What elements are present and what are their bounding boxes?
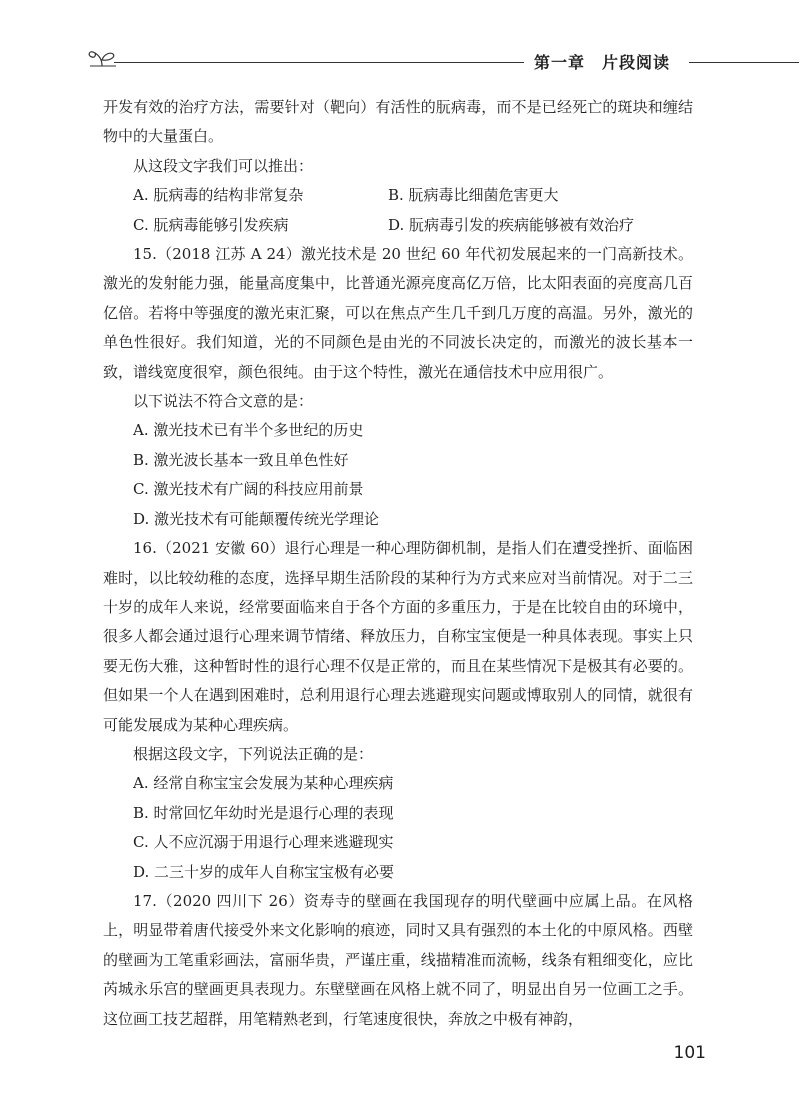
sprout-icon xyxy=(86,46,120,68)
q15-option-a: A. 激光技术已有半个多世纪的历史 xyxy=(133,421,364,440)
q14-options-row-2 xyxy=(103,211,693,240)
q16-passage: 16.（2021 安徽 60）退行心理是一种心理防御机制，是指人们在遭受挫折、面临困难时，以比较幼稚的态度，选择早期生活阶段的某种行为方式来应对当前情况。对于二三十岁的成年人来说，经常要面临来自于各个方面的多重压力，于是在比较自由的环境中，很多人都会通过退行心理来调节情绪、释放压力，自称宝宝便是一种具体表现。事实上只要无伤大雅，这种暂时性的退行心理不仅是正常的，而且在某些情况下是极其有必要的。但如果一个人在遇到困难时，总利用退行心理去逃避现实问题或博取别人的同情，就很有可能发展成为某种心理疾病。 xyxy=(103,539,693,734)
header-rule-left xyxy=(114,62,524,63)
q16-stem: 根据这段文字，下列说法正确的是： xyxy=(133,744,374,763)
q14-option-b: B. 朊病毒比细菌危害更大 xyxy=(388,186,559,205)
q16-option-b: B. 时常回忆年幼时光是退行心理的表现 xyxy=(133,803,394,822)
q14-options-row-1 xyxy=(103,181,693,210)
chapter-title: 第一章 片段阅读 xyxy=(534,53,671,72)
running-header xyxy=(86,44,786,74)
q16-option-d: D. 二三十岁的成年人自称宝宝极有必要 xyxy=(133,862,395,881)
page-number: 101 xyxy=(673,1043,706,1063)
page-body xyxy=(103,93,693,1034)
q14-passage-continuation: 开发有效的治疗方法，需要针对（靶向）有活性的朊病毒，而不是已经死亡的斑块和缠结物中的大量蛋白。 xyxy=(103,98,693,146)
q14-stem: 从这段文字我们可以推出： xyxy=(133,156,314,175)
q17-passage: 17.（2020 四川下 26）资寿寺的壁画在我国现存的明代壁画中应属上品。在风格上，明显带着唐代接受外来文化影响的痕迹，同时又具有强烈的本土化的中原风格。西壁的壁画为工笔重彩画法，富丽华贵，严谨庄重，线描精准而流畅，线条有粗细变化，应比芮城永乐宫的壁画更具表现力。东壁壁画在风格上就不同了，明显出自另一位画工之手。这位画工技艺超群，用笔精熟老到，行笔速度很快，奔放之中极有神韵， xyxy=(103,891,693,1028)
q16-option-a: A. 经常自称宝宝会发展为某种心理疾病 xyxy=(133,774,394,793)
q15-option-d: D. 激光技术有可能颠覆传统光学理论 xyxy=(133,509,380,528)
q14-option-d: D. 朊病毒引发的疾病能够被有效治疗 xyxy=(388,215,635,234)
q14-option-a: A. 朊病毒的结构非常复杂 xyxy=(133,186,304,205)
q16-option-c: C. 人不应沉溺于用退行心理来逃避现实 xyxy=(133,833,394,852)
q15-option-c: C. 激光技术有广阔的科技应用前景 xyxy=(133,480,364,499)
q15-option-b: B. 激光波长基本一致且单色性好 xyxy=(133,450,349,469)
q15-passage: 15.（2018 江苏 A 24）激光技术是 20 世纪 60 年代初发展起来的一门高新技术。激光的发射能力强，能量高度集中，比普通光源亮度高亿万倍，比太阳表面的亮度高几百亿倍。若将中等强度的激光束汇聚，可以在焦点产生几千到几万度的高温。另外，激光的单色性很好。我们知道，光的不同颜色是由光的不同波长决定的，而激光的波长基本一致，谱线宽度很窄，颜色很纯。由于这个特性，激光在通信技术中应用很广。 xyxy=(103,245,693,381)
q14-option-c: C. 朊病毒能够引发疾病 xyxy=(133,215,289,234)
q15-stem: 以下说法不符合文意的是： xyxy=(133,392,314,411)
header-rule-right xyxy=(689,62,799,63)
